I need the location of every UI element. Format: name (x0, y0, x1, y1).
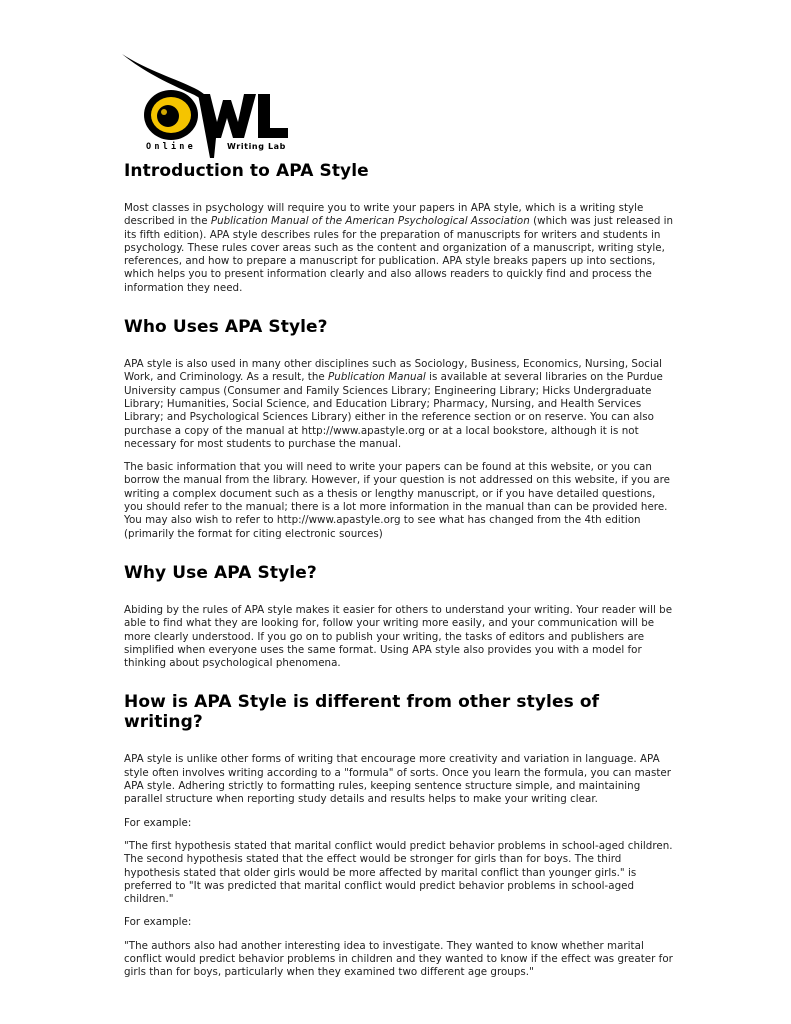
text-run: Most classes in psychology will require you to write your papers in APA style, which is a writing style described in the (124, 202, 644, 228)
section-why-use (124, 563, 674, 670)
section-who-uses (124, 317, 674, 541)
publication-title: Publication Manual (328, 371, 426, 384)
example-quote-1 (124, 840, 674, 906)
text-run: (which was just released in its fifth edition). APA style describes rules for the preparation of manuscripts for writers and students in psychology. These rules cover areas such as the content and organization of a manuscript, writing style, references, and how to prepare a manuscript for publication. APA style breaks papers up into sections, which helps you to present information clearly and also allows readers to quickly find and process the information they need. (124, 215, 674, 294)
section-heading: How is APA Style is different from other styles of writing? (124, 692, 600, 733)
section-heading: Why Use APA Style? (124, 562, 317, 583)
section-introduction (124, 161, 674, 295)
page-title: Introduction to APA Style (124, 161, 369, 181)
who-uses-paragraph-1 (124, 358, 674, 451)
text-run: "The first hypothesis stated that marital conflict would predict behavior problems in school-aged children. The second hypothesis stated that the effect would be stronger for girls than for boys. The third hypothesis stated that older girls would be more affected by marital conflict than younger girls." is preferred to "It was predicted that marital conflict would predict behavior problems in school-aged children." (124, 839, 673, 906)
example-label (124, 817, 674, 830)
text-run: Abiding by the rules of APA style makes it easier for others to understand your writing. Your reader will be able to find what they are looking for, follow your writing more easily, and your communication will be more clearly understood. If you go on to publish your writing, the tasks of editors and publishers are simplified when everyone uses the same format. Using APA style also provides you with a model for thinking about psychological phenomena. (124, 603, 673, 670)
document-body (124, 160, 674, 980)
how-different-paragraph (124, 753, 674, 806)
who-uses-paragraph-2 (124, 461, 674, 541)
why-use-paragraph (124, 604, 674, 670)
section-how-different (124, 692, 674, 979)
owl-logo-icon (120, 50, 295, 162)
text-run: For example: (124, 916, 192, 929)
section-heading: Who Uses APA Style? (124, 317, 328, 338)
publication-title: Publication Manual of the American Psychological Association (210, 215, 530, 228)
logo-caption-writing-lab: Writing Lab (227, 142, 286, 151)
intro-paragraph (124, 202, 674, 295)
text-run: APA style is unlike other forms of writing that encourage more creativity and variation in language. APA style often involves writing according to a "formula" of sorts. Once you learn the formula, you can master APA style. Adhering strictly to formatting rules, keeping sentence structure simple, and maintaining parallel structure when reporting study details and results helps to make your writing clear. (124, 753, 672, 806)
example-label (124, 916, 674, 929)
example-quote-2 (124, 940, 674, 980)
text-run: The basic information that you will need to write your papers can be found at this website, or you can borrow the manual from the library. However, if your question is not addressed on this website, if you are writing a complex document such as a thesis or lengthy manuscript, or if you have detailed questions, you should refer to the manual; there is a lot more information in the manual than can be provided here. You may also wish to refer to http://www.apastyle.org to see what has changed from the 4th edition (primarily the format for citing electronic sources) (124, 461, 671, 540)
owl-logo (120, 50, 295, 162)
text-run: is available at several libraries on the Purdue University campus (Consumer and Family Sciences Library; Engineering Library; Hicks Undergraduate Library; Humanities, Social Science, and Education Library; Pharmacy, Nursing, and Health Services Library; and Psychological Sciences Library) either in the reference section or on reserve. You can also purchase a copy of the manual at http://www.apastyle.org or at a local bookstore, although it is not necessary for most students to purchase the manual. (124, 371, 663, 450)
text-run: "The authors also had another interesting idea to investigate. They wanted to know whether marital conflict would predict behavior problems in children and they wanted to know if the effect was greater for girls than for boys, particularly when they examined two different age groups." (124, 939, 673, 979)
text-run: APA style is also used in many other disciplines such as Sociology, Business, Economics, Nursing, Social Work, and Criminology. As a result, the (124, 358, 663, 384)
text-run: For example: (124, 816, 192, 829)
logo-caption-online: Online (146, 142, 196, 152)
